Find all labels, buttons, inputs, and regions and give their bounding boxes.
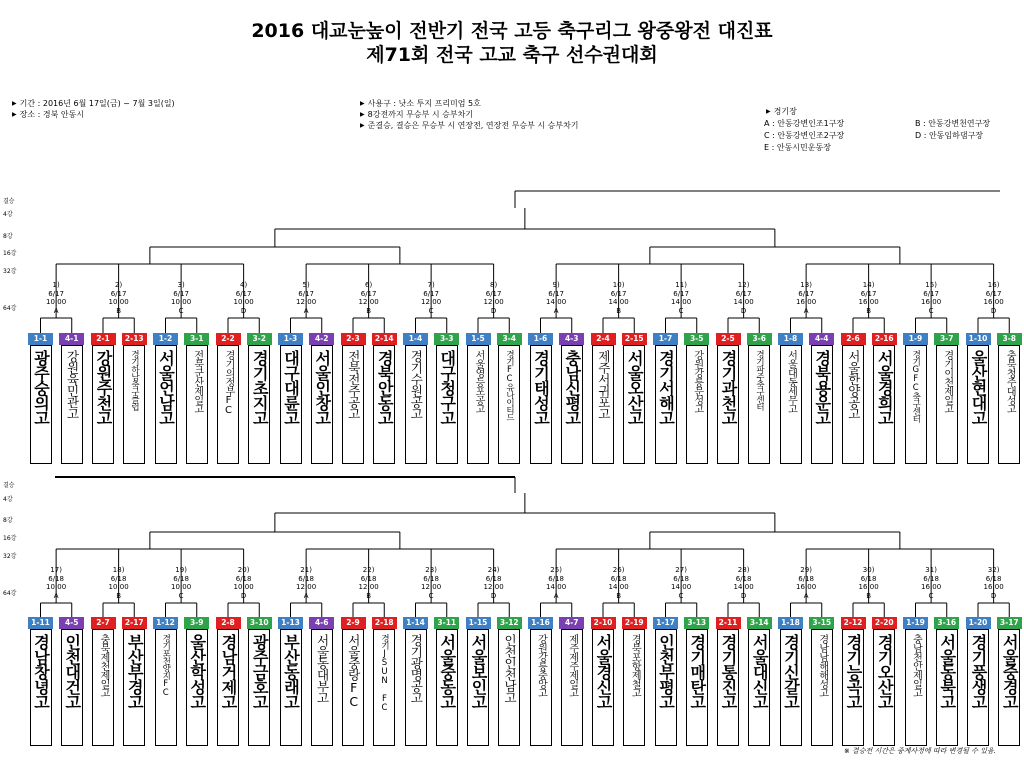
venue-e: E : 안동시민운동장	[764, 143, 831, 152]
match-info: 15) 6/17 16:00 C	[921, 281, 942, 315]
team-code: 3-3	[434, 333, 459, 345]
team-name: 부산부경고	[125, 634, 145, 709]
team-code: 1-7	[653, 333, 678, 345]
team-code: 2-8	[216, 617, 241, 629]
team-box	[905, 345, 927, 464]
team-box	[373, 345, 395, 464]
team-name: 경기하남축구클럽	[129, 350, 140, 410]
team-box	[280, 629, 302, 746]
team-name: 서울중경고	[1000, 634, 1020, 709]
team-code: 3-10	[247, 617, 272, 629]
footer-note: ※ 결승전 시간은 중계사정에 따라 변경될 수 있음.	[843, 747, 996, 755]
team-name: 울산학성고	[187, 634, 207, 709]
match-info: 11) 6/17 14:00 C	[671, 281, 692, 315]
team-code: 2-12	[841, 617, 866, 629]
team-code: 2-20	[872, 617, 897, 629]
team-box	[123, 629, 145, 746]
team-name: 서울경신고	[594, 634, 613, 709]
team-code: 2-17	[122, 617, 147, 629]
team-name: 광주숭의고	[31, 350, 51, 425]
match-info: 18) 6/18 10:00 B	[108, 566, 129, 600]
team-box	[998, 629, 1020, 746]
team-box	[686, 629, 708, 746]
team-name: 강원강릉중앙고	[535, 634, 547, 697]
match-info: 2) 6/17 10:00 B	[108, 281, 129, 315]
round-label-64: 64강	[3, 305, 17, 312]
team-name: 경기과천고	[719, 350, 738, 425]
match-info: 3) 6/17 10:00 C	[171, 281, 192, 315]
match-info: 10) 6/17 14:00 B	[608, 281, 629, 315]
team-name: 서울한양공고	[846, 350, 862, 419]
team-box	[30, 629, 52, 746]
team-name: 인천대건고	[62, 634, 82, 709]
match-info: 9) 6/17 14:00 A	[546, 281, 567, 315]
team-name: 서울대신고	[750, 634, 770, 709]
team-box	[248, 345, 270, 464]
team-name: 울산현대고	[969, 350, 988, 425]
team-name: 경북용운고	[812, 350, 832, 425]
team-code: 2-19	[622, 617, 647, 629]
team-name: 서울동대부고	[315, 634, 330, 703]
team-code: 2-11	[716, 617, 741, 629]
match-info: 4) 6/17 10:00 D	[233, 281, 254, 315]
team-name: 서울인창고	[312, 350, 332, 425]
team-box	[873, 629, 895, 746]
team-box	[530, 345, 552, 464]
team-code: 3-13	[684, 617, 709, 629]
team-box	[186, 629, 208, 746]
team-name: 충남신평고	[562, 350, 582, 425]
team-box	[61, 345, 83, 464]
team-box	[467, 345, 489, 464]
team-box	[780, 345, 802, 464]
team-code: 1-9	[903, 333, 928, 345]
team-box	[873, 345, 895, 464]
team-code: 1-13	[278, 617, 303, 629]
team-box	[623, 629, 645, 746]
team-box	[405, 345, 427, 464]
match-info: 26) 6/18 14:00 B	[608, 566, 629, 600]
venue-d: D : 안동임하댐구장	[915, 131, 984, 140]
team-name: 경기오산고	[875, 634, 895, 709]
round-label-16: 16강	[3, 535, 17, 542]
team-code: 4-7	[559, 617, 584, 629]
round-label-32: 32강	[3, 268, 17, 275]
info-ball: ▶ 사용구 : 낫소 투지 프리미엄 5호	[360, 98, 481, 110]
team-name: 경남창녕고	[31, 634, 51, 709]
match-info: 5) 6/17 12:00 A	[296, 281, 317, 315]
team-box	[717, 345, 739, 464]
team-code: 2-3	[341, 333, 366, 345]
team-code: 2-2	[216, 333, 241, 345]
team-name: 경기파주축구센터	[754, 350, 765, 410]
team-code: 2-1	[91, 333, 116, 345]
team-code: 2-9	[341, 617, 366, 629]
team-code: 1-2	[153, 333, 178, 345]
team-code: 3-11	[434, 617, 459, 629]
team-name: 서울영등포공고	[473, 350, 484, 413]
team-name: 경기GFC축구센터	[910, 350, 921, 422]
team-box	[967, 345, 989, 464]
team-code: 3-8	[997, 333, 1022, 345]
match-info: 22) 6/18 12:00 B	[358, 566, 379, 600]
venue-c: C : 안동강변인조2구장	[764, 131, 845, 140]
round-label-final: 결승	[3, 198, 15, 205]
team-code: 1-11	[28, 617, 53, 629]
round-label-8: 8강	[3, 517, 13, 524]
team-name: 경기신갈고	[781, 634, 801, 709]
team-code: 2-18	[372, 617, 397, 629]
match-info: 14) 6/17 16:00 B	[858, 281, 879, 315]
team-name: 경기포천양지FC	[160, 634, 171, 697]
team-code: 1-17	[653, 617, 678, 629]
team-name: 전북전주공고	[346, 350, 362, 419]
team-name: 서울동북고	[937, 634, 957, 709]
team-code: 3-6	[747, 333, 772, 345]
team-box	[373, 629, 395, 746]
team-box	[811, 345, 833, 464]
team-code: 3-4	[497, 333, 522, 345]
match-info: 17) 6/18 10:00 A	[46, 566, 67, 600]
match-info: 8) 6/17 12:00 D	[483, 281, 504, 315]
team-box	[436, 629, 458, 746]
info-rule2: ▶ 준결승, 결승은 무승부 시 연장전, 연장전 무승부 시 승부차기	[360, 120, 579, 132]
team-name: 경남남해해성고	[816, 634, 828, 697]
team-box	[467, 629, 489, 746]
team-box	[155, 345, 177, 464]
team-name: 경기광명공고	[408, 634, 424, 703]
team-code: 3-2	[247, 333, 272, 345]
team-name: 강원강릉문성고	[691, 350, 703, 413]
match-info: 16) 6/17 16:00 D	[983, 281, 1004, 315]
match-info: 21) 6/18 12:00 A	[296, 566, 317, 600]
match-info: 30) 6/18 16:00 B	[858, 566, 879, 600]
team-name: 전북군산제일고	[191, 350, 203, 413]
info-period: ▶ 기간 : 2016년 6월 17일(금) ~ 7월 3일(일)	[12, 98, 175, 110]
team-code: 1-6	[528, 333, 553, 345]
team-code: 4-3	[559, 333, 584, 345]
team-code: 3-9	[184, 617, 209, 629]
team-box	[811, 629, 833, 746]
team-name: 충북청주대성고	[1004, 350, 1016, 413]
team-box	[436, 345, 458, 464]
team-code: 3-5	[684, 333, 709, 345]
team-code: 3-17	[997, 617, 1022, 629]
venue-b: B : 안동강변천연구장	[915, 119, 991, 128]
round-label-32: 32강	[3, 553, 17, 560]
team-code: 1-16	[528, 617, 553, 629]
info-rule1: ▶ 8강전까지 무승부 시 승부차기	[360, 109, 473, 121]
team-box	[842, 345, 864, 464]
team-name: 경북포항제철고	[629, 634, 641, 697]
team-code: 4-4	[809, 333, 834, 345]
team-box	[748, 629, 770, 746]
match-info: 24) 6/18 12:00 D	[483, 566, 504, 600]
team-name: 경기통진고	[719, 634, 738, 709]
team-name: 서울보인고	[469, 634, 488, 709]
team-box	[61, 629, 83, 746]
team-name: 강원주천고	[94, 350, 113, 425]
team-code: 1-12	[153, 617, 178, 629]
team-box	[92, 629, 114, 746]
team-box	[342, 345, 364, 464]
team-box	[248, 629, 270, 746]
team-box	[92, 345, 114, 464]
team-box	[655, 629, 677, 746]
team-code: 3-1	[184, 333, 209, 345]
team-name: 인천부평고	[656, 634, 676, 709]
team-name: 대구청구고	[437, 350, 457, 425]
team-box	[498, 629, 520, 746]
team-code: 4-5	[59, 617, 84, 629]
team-box	[561, 629, 583, 746]
team-name: 서울오산고	[625, 350, 645, 425]
team-code: 1-20	[966, 617, 991, 629]
round-label-64: 64강	[3, 590, 17, 597]
team-box	[623, 345, 645, 464]
team-box	[498, 345, 520, 464]
team-code: 1-18	[778, 617, 803, 629]
team-name: 경기풍생고	[969, 634, 988, 709]
match-info: 7) 6/17 12:00 C	[421, 281, 442, 315]
team-box	[405, 629, 427, 746]
team-name: 서울중랑FC	[346, 634, 362, 708]
team-code: 1-8	[778, 333, 803, 345]
team-box	[655, 345, 677, 464]
venues-title: ▶ 경기장	[766, 106, 797, 118]
team-name: 경기능곡고	[844, 634, 863, 709]
team-code: 4-2	[309, 333, 334, 345]
team-name: 경기초지고	[250, 350, 270, 425]
round-label-final: 결승	[3, 482, 15, 489]
team-name: 광주금호고	[250, 634, 270, 709]
match-info: 12) 6/17 14:00 D	[733, 281, 754, 315]
team-name: 경기이천제일고	[941, 350, 953, 413]
team-code: 1-1	[28, 333, 53, 345]
team-name: 충남천안제일고	[910, 634, 922, 697]
team-name: 경기태성고	[531, 350, 551, 425]
team-code: 1-5	[466, 333, 491, 345]
match-info: 27) 6/18 14:00 C	[671, 566, 692, 600]
team-box	[155, 629, 177, 746]
match-info: 20) 6/18 10:00 D	[233, 566, 254, 600]
team-box	[311, 629, 333, 746]
team-code: 1-3	[278, 333, 303, 345]
team-name: 대구대륜고	[281, 350, 301, 425]
team-code: 1-14	[403, 617, 428, 629]
team-code: 1-19	[903, 617, 928, 629]
match-info: 28) 6/18 14:00 D	[733, 566, 754, 600]
match-info: 23) 6/18 12:00 C	[421, 566, 442, 600]
team-code: 2-10	[591, 617, 616, 629]
team-name: 제주서귀포고	[596, 350, 612, 419]
team-box	[530, 629, 552, 746]
team-code: 2-5	[716, 333, 741, 345]
team-box	[717, 629, 739, 746]
team-box	[280, 345, 302, 464]
team-code: 4-6	[309, 617, 334, 629]
match-info: 31) 6/18 16:00 C	[921, 566, 942, 600]
team-box	[311, 345, 333, 464]
team-code: 2-7	[91, 617, 116, 629]
team-box	[748, 345, 770, 464]
team-name: 경기FC유나이티드	[504, 350, 515, 421]
team-code: 2-4	[591, 333, 616, 345]
page-subtitle: 제71회 전국 고교 축구 선수권대회	[366, 44, 658, 66]
match-info: 29) 6/18 16:00 A	[796, 566, 817, 600]
team-box	[592, 629, 614, 746]
match-info: 13) 6/17 16:00 A	[796, 281, 817, 315]
team-box	[842, 629, 864, 746]
team-code: 4-1	[59, 333, 84, 345]
round-label-16: 16강	[3, 250, 17, 257]
team-name: 서울언남고	[156, 350, 176, 425]
team-name: 경남거제고	[219, 634, 238, 709]
team-box	[936, 345, 958, 464]
team-box	[217, 629, 239, 746]
team-code: 1-15	[466, 617, 491, 629]
team-code: 3-12	[497, 617, 522, 629]
team-code: 2-16	[872, 333, 897, 345]
team-code: 2-6	[841, 333, 866, 345]
team-code: 2-15	[622, 333, 647, 345]
match-info: 25) 6/18 14:00 A	[546, 566, 567, 600]
venue-a: A : 안동강변인조1구장	[764, 119, 845, 128]
match-info: 19) 6/18 10:00 C	[171, 566, 192, 600]
round-label-8: 8강	[3, 233, 13, 240]
team-code: 3-16	[934, 617, 959, 629]
team-name: 서울중동고	[437, 634, 457, 709]
team-name: 경기서해고	[656, 350, 676, 425]
team-box	[780, 629, 802, 746]
team-box	[217, 345, 239, 464]
match-info: 6) 6/17 12:00 B	[358, 281, 379, 315]
team-name: 경기매탄고	[687, 634, 707, 709]
team-box	[123, 345, 145, 464]
team-code: 1-4	[403, 333, 428, 345]
team-box	[936, 629, 958, 746]
team-name: 강원육민관고	[65, 350, 80, 419]
team-box	[561, 345, 583, 464]
team-name: 부산동래고	[281, 634, 301, 709]
team-name: 경기의정부FC	[223, 350, 234, 415]
team-box	[30, 345, 52, 464]
team-name: 서울대동세무고	[785, 350, 797, 413]
match-info: 32) 6/18 16:00 D	[983, 566, 1004, 600]
team-box	[686, 345, 708, 464]
team-box	[967, 629, 989, 746]
team-box	[905, 629, 927, 746]
team-code: 3-15	[809, 617, 834, 629]
team-code: 2-13	[122, 333, 147, 345]
match-info: 1) 6/17 10:00 A	[46, 281, 67, 315]
team-box	[342, 629, 364, 746]
round-label-4: 4강	[3, 496, 13, 503]
team-name: 서울경희고	[875, 350, 895, 425]
team-name: 제주제주제일고	[566, 634, 578, 697]
team-box	[592, 345, 614, 464]
page-title: 2016 대교눈높이 전반기 전국 고등 축구리그 왕중왕전 대진표	[251, 20, 773, 42]
team-name: 충북제천제일고	[98, 634, 109, 697]
team-code: 3-7	[934, 333, 959, 345]
team-name: 경북안동고	[375, 350, 395, 425]
team-box	[998, 345, 1020, 464]
team-name: 경기수원공고	[408, 350, 424, 419]
info-venue: ▶ 장소 : 경북 안동시	[12, 109, 84, 121]
team-name: 인천인천남고	[502, 634, 518, 703]
team-code: 2-14	[372, 333, 397, 345]
team-code: 1-10	[966, 333, 991, 345]
team-code: 3-14	[747, 617, 772, 629]
round-label-4: 4강	[3, 211, 13, 218]
team-name: 경기JSUN FC	[379, 634, 390, 712]
team-box	[186, 345, 208, 464]
